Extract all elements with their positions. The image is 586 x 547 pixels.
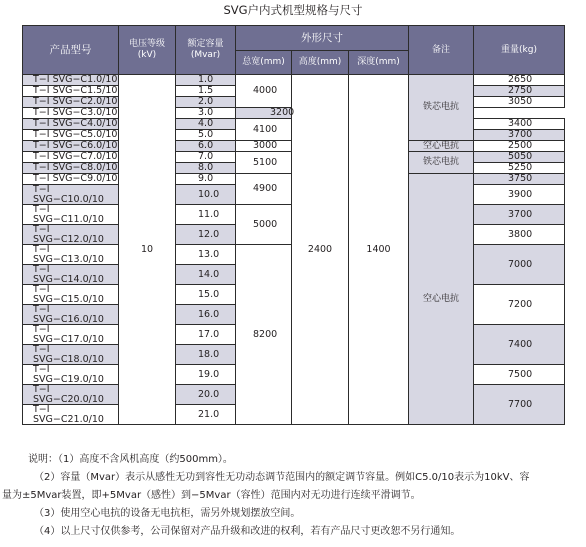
model-cell: T−I SVG−C3.0/10 [23, 108, 119, 119]
weight-cell: 3750 [474, 174, 565, 185]
note-4: （3）使用空心电抗的设备无电抗柜，需另外规划摆放空间。 [34, 508, 301, 519]
weight-cell: 3200 [236, 108, 292, 119]
weight-cell: 2500 [474, 141, 565, 152]
width-cell: 4900 [236, 174, 292, 205]
weight-cell: 3700 [474, 205, 565, 225]
model-cell: T−I SVG−C12.0/10 [23, 225, 119, 245]
capacity-cell: 6.0 [176, 141, 236, 152]
weight-cell: 7200 [474, 285, 565, 325]
weight-cell: 2650 [474, 75, 565, 86]
header-depth: 深度(mm) [349, 51, 409, 75]
capacity-cell: 8.0 [176, 163, 236, 174]
width-cell: 8200 [236, 245, 292, 425]
model-cell: T−I SVG−C14.0/10 [23, 265, 119, 285]
note-1: 说明：（1）高度不含风机高度（约500mm）。 [28, 454, 233, 465]
capacity-cell: 9.0 [176, 174, 236, 185]
remark-cell: 铁芯电抗 [409, 152, 474, 174]
capacity-cell: 2.0 [176, 97, 236, 108]
remark-cell: 空心电抗 [409, 174, 474, 425]
weight-cell: 2750 [474, 86, 565, 97]
width-cell: 4100 [236, 119, 292, 141]
capacity-cell: 18.0 [176, 345, 236, 365]
model-cell: T−I SVG−C8.0/10 [23, 163, 119, 174]
weight-cell: 3400 [474, 119, 565, 130]
note-2: （2）容量（Mvar）表示从感性无功到容性无功动态调节范围内的额定调节容量。例如C5.0/10表示为10kV、容 [34, 472, 530, 483]
table-row [23, 75, 565, 86]
capacity-cell: 20.0 [176, 385, 236, 405]
capacity-cell: 13.0 [176, 245, 236, 265]
header-width: 总宽(mm) [236, 51, 292, 75]
model-cell: T−I SVG−C9.0/10 [23, 174, 119, 185]
width-cell: 4000 [236, 75, 292, 108]
capacity-cell: 7.0 [176, 152, 236, 163]
model-cell: T−I SVG−C6.0/10 [23, 141, 119, 152]
width-cell: 5100 [236, 152, 292, 174]
model-cell: T−I SVG−C21.0/10 [23, 405, 119, 425]
model-cell: T−I SVG−C19.0/10 [23, 365, 119, 385]
page-title: SVG户内式机型规格与尺寸 [223, 3, 363, 17]
capacity-cell: 11.0 [176, 205, 236, 225]
voltage-cell: 10 [119, 75, 176, 425]
weight-cell: 7700 [474, 385, 565, 425]
weight-cell: 7000 [474, 245, 565, 285]
header-remark: 备注 [409, 26, 474, 75]
capacity-cell: 15.0 [176, 285, 236, 305]
capacity-cell: 12.0 [176, 225, 236, 245]
capacity-cell: 19.0 [176, 365, 236, 385]
spec-table [22, 25, 565, 425]
header-dimensions: 外形尺寸 [236, 26, 409, 51]
weight-cell: 7500 [474, 365, 565, 385]
model-cell: T−I SVG−C1.0/10 [23, 75, 119, 86]
capacity-cell: 5.0 [176, 130, 236, 141]
model-cell: T−I SVG−C15.0/10 [23, 285, 119, 305]
height-cell: 2400 [292, 75, 349, 425]
width-cell: 3000 [236, 141, 292, 152]
model-cell: T−I SVG−C7.0/10 [23, 152, 119, 163]
model-cell: T−I SVG−C10.0/10 [23, 185, 119, 205]
weight-cell: 3700 [474, 130, 565, 141]
remark-cell: 铁芯电抗 [409, 75, 474, 141]
model-cell: T−I SVG−C2.0/10 [23, 97, 119, 108]
model-cell: T−I SVG−C20.0/10 [23, 385, 119, 405]
remark-cell: 空心电抗 [409, 141, 474, 152]
header-weight: 重量(kg) [474, 26, 565, 75]
capacity-cell: 14.0 [176, 265, 236, 285]
model-cell: T−I SVG−C18.0/10 [23, 345, 119, 365]
weight-cell: 3050 [474, 97, 565, 108]
table-row [23, 108, 565, 119]
model-cell: T−I SVG−C16.0/10 [23, 305, 119, 325]
capacity-cell: 21.0 [176, 405, 236, 425]
weight-cell: 3800 [474, 225, 565, 245]
capacity-cell: 16.0 [176, 305, 236, 325]
header-voltage: 电压等级 (kV) [119, 26, 176, 75]
capacity-cell: 1.5 [176, 86, 236, 97]
capacity-cell: 4.0 [176, 119, 236, 130]
note-3: 量为±5Mvar装置，即+5Mvar（感性）到−5Mvar（容性）范围内对无功进行连续平滑调节。 [2, 490, 421, 501]
width-cell: 5000 [236, 205, 292, 245]
header-model: 产品型号 [23, 26, 119, 75]
weight-cell: 7400 [474, 325, 565, 365]
header-height: 高度(mm) [292, 51, 349, 75]
capacity-cell: 17.0 [176, 325, 236, 345]
depth-cell: 1400 [349, 75, 409, 425]
header-capacity: 额定容量 (Mvar) [176, 26, 236, 75]
weight-cell: 5250 [474, 163, 565, 174]
model-cell: T−I SVG−C13.0/10 [23, 245, 119, 265]
model-cell: T−I SVG−C1.5/10 [23, 86, 119, 97]
model-cell: T−I SVG−C5.0/10 [23, 130, 119, 141]
weight-cell: 5050 [474, 152, 565, 163]
model-cell: T−I SVG−C11.0/10 [23, 205, 119, 225]
model-cell: T−I SVG−C17.0/10 [23, 325, 119, 345]
capacity-cell: 10.0 [176, 185, 236, 205]
capacity-cell: 1.0 [176, 75, 236, 86]
capacity-cell: 3.0 [176, 108, 236, 119]
note-5: （4）以上尺寸仅供参考，公司保留对产品升级和改进的权利，若有产品尺寸更改恕不另行通知。 [34, 526, 461, 537]
model-cell: T−I SVG−C4.0/10 [23, 119, 119, 130]
weight-cell: 3900 [474, 185, 565, 205]
